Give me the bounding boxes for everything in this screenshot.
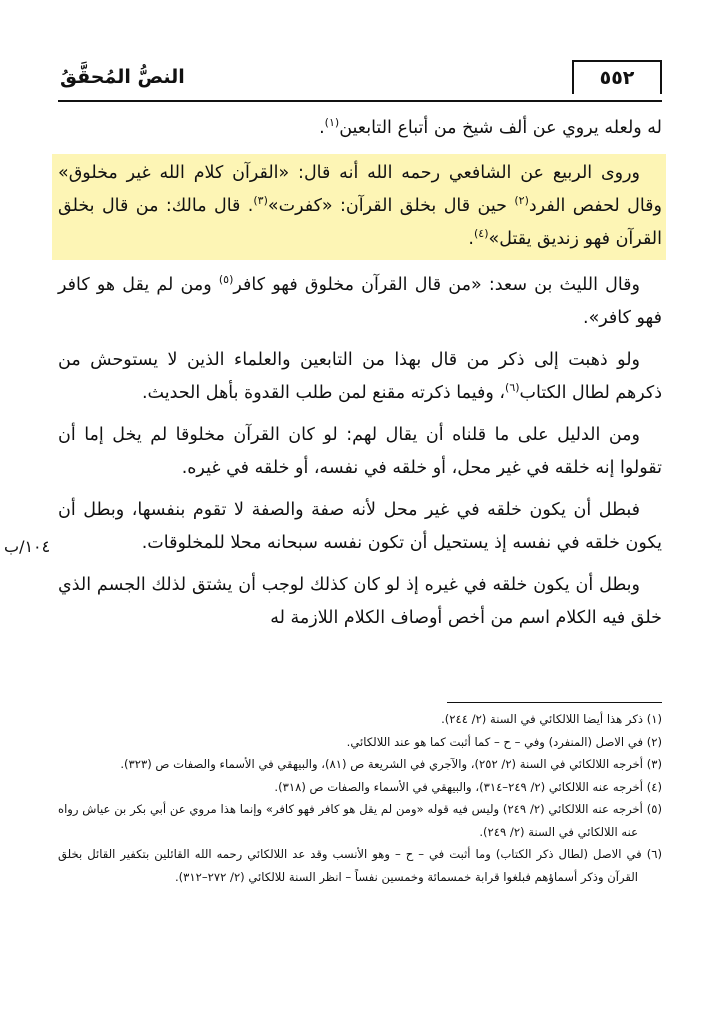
paragraph-6: فبطل أن يكون خلقه في غير محل لأنه صفة والصفة لا تقوم بنفسها، وبطل أن يكون خلقه في نفسه إذ يستحيل أن تكون نفسه سبحانه محلا للمخلوقات. [58,500,662,553]
footnote-4: (٤) أخرجه عنه اللالكائي (٢/ ٢٤٩–٣١٤)، والبيهقي في الأسماء والصفات ص (٣١٨). [274,779,662,794]
page-number: ٥٥٢ [572,60,662,94]
main-text [58,112,662,644]
footnote-5: (٥) أخرجه عنه اللالكائي (٢/ ٢٤٩) وليس فيه قوله «ومن لم يقل هو كافر فهو كافر» وإنما هذا مروي عن أبي بكر بن عياش رواه عنه اللالكائي في السنة (٢/ ٢٤٩). [58,802,663,839]
paragraph-1-end: . [319,118,325,138]
paragraph-7: وبطل أن يكون خلقه في غيره إذ لو كان كذلك لوجب أن يشتق لذلك الجسم الذي خلق فيه الكلام اسم من أخص أوصاف الكلام اللازمة له [58,575,662,628]
footnotes [58,708,662,888]
header-rule [58,100,662,102]
paragraph-1-text: له ولعله يروي عن ألف شيخ من أتباع التابعين [339,118,662,138]
paragraph-2-text-c: . قال مالك: من قال بخلق القرآن فهو زنديق يقتل» [58,196,662,249]
paragraph-4 [58,344,662,410]
footnote-2: (٢) في الاصل (المنفرد) وفي – ح – كما أثبت كما هو عند اللالكائي. [346,734,662,749]
footnote-1: (١) ذكر هذا أيضا اللالكائي في السنة (٢/ ٢٤٤). [441,712,662,726]
footnote-ref-4[interactable]: (٤) [473,227,489,241]
page-header [58,60,662,102]
paragraph-5: ومن الدليل على ما قلناه أن يقال لهم: لو كان القرآن مخلوقا لم يخل إما أن تقولوا إنه خلقه في غير محل، أو خلقه في نفسه، أو خلقه في غيره. [58,425,662,478]
paragraph-4-text-a: ولو ذهبت إلى ذكر من قال بهذا من التابعين والعلماء الذين لا يستوحش من ذكرهم لطال الكتاب [58,350,662,403]
footnote-ref-3[interactable]: (٣) [253,194,268,208]
footnote-ref-6[interactable]: (٦) [505,381,520,395]
footnote-6: (٦) في الاصل (لطال ذكر الكتاب) وما أثبت في – ح – وهو الأنسب وقد عد اللالكائي رحمه الله القائلين بتكفير القائل بخلق القرآن وذكر أسماؤهم فبلغوا قرابة خمسمائة وخمسين نفساً – انظر السنة للالكائي (٢/ ٢٧٢–٣١٢). [58,847,662,884]
paragraph-3-text-a: وقال الليث بن سعد: «من قال القرآن مخلوق فهو كافر [233,275,641,295]
running-head: النصُّ المُحقَّقُ [60,66,185,88]
footnote-ref-1[interactable]: (١) [324,116,340,130]
paragraph-2-highlighted [52,154,666,260]
paragraph-4-text-b: ، وفيما ذكرته مقنع لمن طلب القدوة بأهل الحديث. [141,383,506,403]
footnote-3: (٣) أخرجه اللالكائي في السنة (٢/ ٢٥٢)، والآجري في الشريعة ص (٨١)، والبيهقي في الأسماء والصفات ص (٣٢٣). [120,757,662,771]
paragraph-2-text-b: حين قال بخلق القرآن: «كفرت» [267,196,515,216]
footnote-separator [447,702,662,703]
footnote-ref-5[interactable]: (٥) [218,273,234,287]
paragraph-2-end: . [468,229,474,249]
paragraph-2-text-a: وروى الربيع عن الشافعي رحمه الله أنه قال: «القرآن كلام الله غير مخلوق» وقال لحفص الفرد [58,163,662,216]
manuscript-folio-note: ١٠٤/ب [4,537,51,556]
footnote-ref-2[interactable]: (٢) [514,194,529,208]
paragraph-3 [58,269,662,335]
paragraph-3-text-b: ومن لم يقل هو كافر فهو كافر». [58,275,662,328]
paragraph-1 [58,112,662,145]
